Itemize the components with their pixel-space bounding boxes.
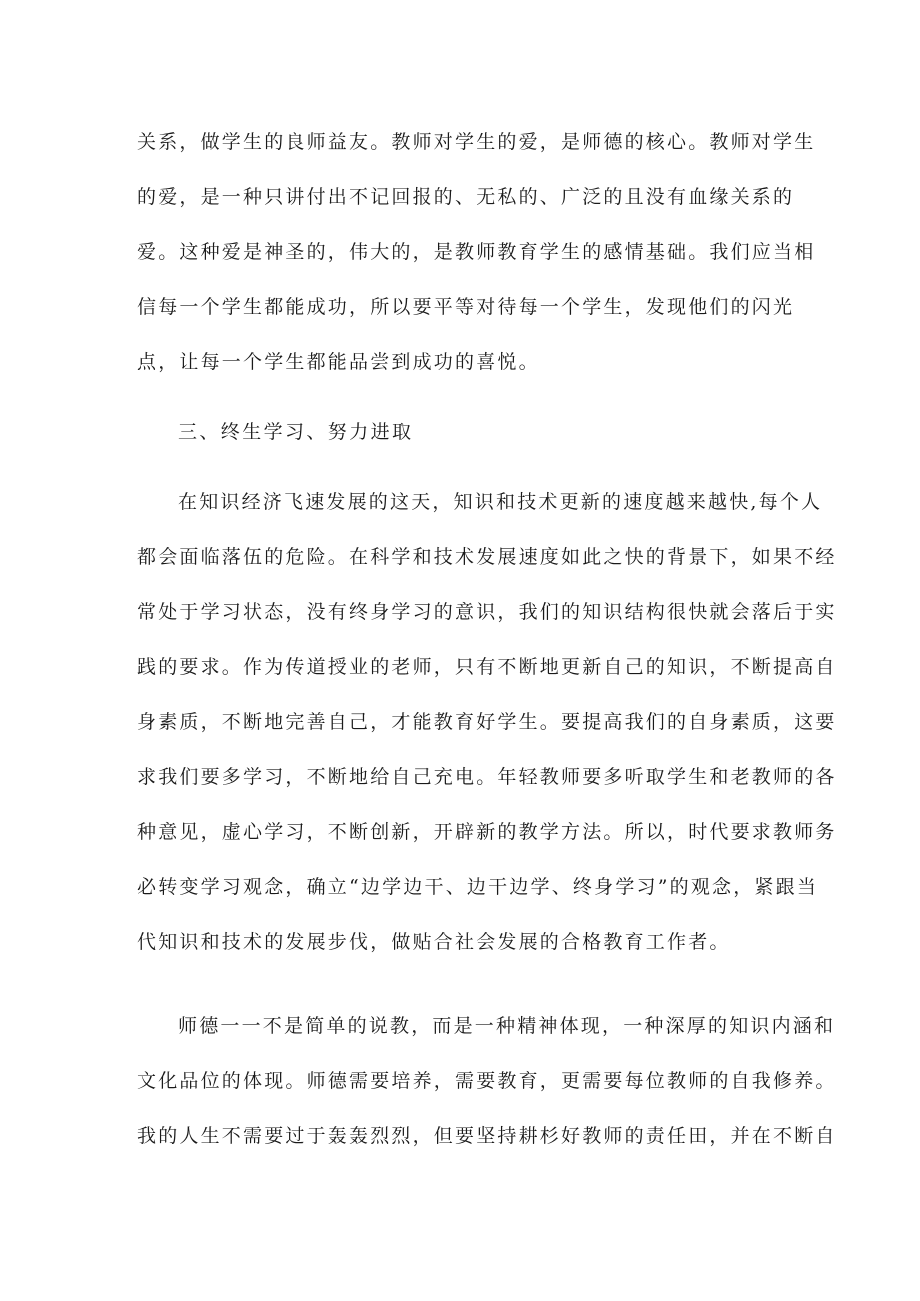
para3-line-3: 我的人生不需要过于轰轰烈烈，但要坚持耕杉好教师的责任田，并在不断自 bbox=[137, 1125, 837, 1147]
para3-line-2: 文化品位的体现。师德需要培养，需要教育，更需要每位教师的自我修养。 bbox=[137, 1070, 837, 1092]
para2-line-6: 求我们要多学习，不断地给自己充电。年轻教师要多听取学生和老教师的各 bbox=[137, 766, 837, 788]
para1-line-5: 点，让每一个学生都能品尝到成功的喜悦。 bbox=[137, 351, 540, 373]
para2-line-3: 常处于学习状态，没有终身学习的意识，我们的知识结构很快就会落后于实 bbox=[137, 601, 837, 623]
para2-line-7: 种意见，虚心学习，不断创新，开辟新的教学方法。所以，时代要求教师务 bbox=[137, 821, 837, 843]
para1-line-3: 爱。这种爱是神圣的，伟大的，是教师教育学生的感情基础。我们应当相 bbox=[137, 241, 816, 263]
para1-line-4: 信每一个学生都能成功，所以要平等对待每一个学生，发现他们的闪光 bbox=[137, 296, 795, 318]
para2-line-9: 代知识和技术的发展步伐，做贴合社会发展的合格教育工作者。 bbox=[137, 931, 731, 953]
para2-line-4: 践的要求。作为传道授业的老师，只有不断地更新自己的知识，不断提高自 bbox=[137, 656, 837, 678]
para2-line-5: 身素质，不断地完善自己，才能教育好学生。要提高我们的自身素质，这要 bbox=[137, 711, 837, 733]
para3-line-1: 师德一一不是简单的说教，而是一种精神体现，一种深厚的知识内涵和 bbox=[178, 1015, 836, 1037]
section-heading: 三、终生学习、努力进取 bbox=[178, 421, 414, 443]
para1-line-1: 关系，做学生的良师益友。教师对学生的爱，是师德的核心。教师对学生 bbox=[137, 131, 816, 153]
para2-line-8: 必转变学习观念，确立“边学边干、边干边学、终身学习”的观念，紧跟当 bbox=[137, 876, 819, 898]
para2-line-1: 在知识经济飞速发展的这天，知识和技术更新的速度越来越快,每个人 bbox=[178, 491, 823, 513]
para1-line-2: 的爱，是一种只讲付出不记回报的、无私的、广泛的且没有血缘关系的 bbox=[137, 186, 795, 208]
para2-line-2: 都会面临落伍的危险。在科学和技术发展速度如此之快的背景下，如果不经 bbox=[137, 546, 837, 568]
